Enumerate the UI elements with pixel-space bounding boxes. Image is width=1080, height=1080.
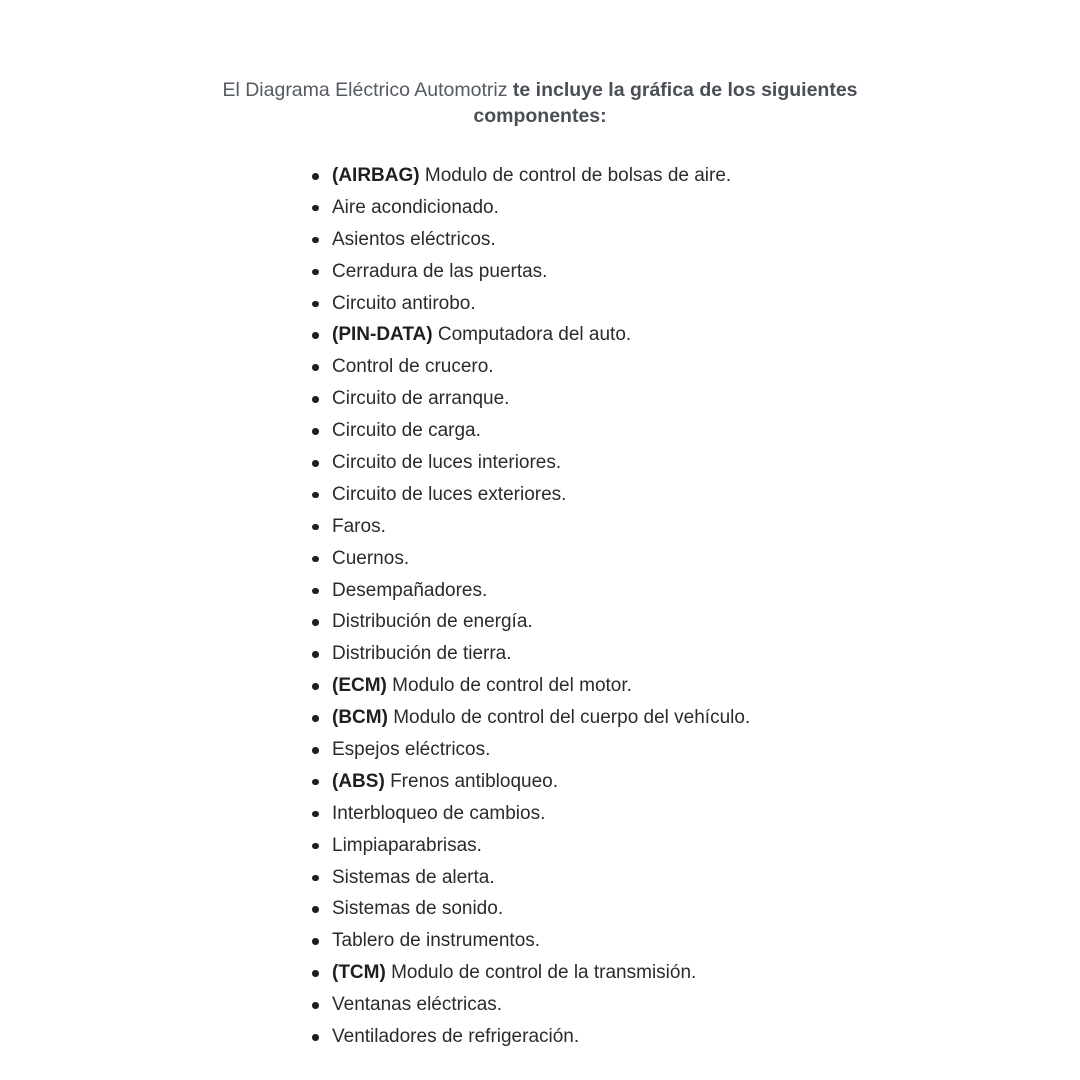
list-item: [332, 670, 750, 702]
intro-bold-text: te incluye la gráfica de los siguientes: [512, 79, 858, 101]
list-item: [332, 192, 750, 224]
list-item: [332, 798, 750, 830]
list-item: [332, 925, 750, 957]
list-item: [332, 606, 750, 638]
component-text: Circuito de luces exteriores.: [332, 483, 567, 505]
list-item: [332, 766, 750, 798]
component-text: Control de crucero.: [332, 356, 494, 378]
component-text: Tablero de instrumentos.: [332, 930, 541, 952]
list-item: [332, 702, 750, 734]
list-item: [332, 288, 750, 320]
list-item: [332, 224, 750, 256]
list-item: [332, 734, 750, 766]
component-code: (PIN-DATA): [332, 324, 433, 346]
component-text: Desempañadores.: [332, 579, 488, 601]
list-item: [332, 575, 750, 607]
list-item: [332, 638, 750, 670]
component-text: Cerradura de las puertas.: [332, 260, 548, 282]
component-text: Cuernos.: [332, 547, 410, 569]
component-code: (ECM): [332, 675, 387, 697]
component-code: (AIRBAG): [332, 165, 420, 186]
component-text: Espejos eléctricos.: [332, 739, 491, 761]
list-item: [332, 479, 750, 511]
component-text: Circuito de arranque.: [332, 388, 510, 410]
list-item: [332, 1021, 750, 1053]
list-item: [332, 160, 750, 192]
intro-paragraph: [0, 77, 1080, 129]
component-text: Ventiladores de refrigeración.: [332, 1026, 580, 1048]
list-item: [332, 256, 750, 288]
list-item: [332, 543, 750, 575]
component-text: Circuito de carga.: [332, 420, 481, 442]
intro-normal-text: El Diagrama Eléctrico Automotriz: [222, 79, 508, 101]
component-text: Aire acondicionado.: [332, 196, 499, 218]
list-item: [332, 830, 750, 862]
intro-bold-text-line-2: componentes:: [473, 105, 607, 127]
component-text: Faros.: [332, 515, 386, 537]
component-text: Modulo de control de la transmisión.: [391, 962, 697, 984]
list-item: [332, 383, 750, 415]
component-code: (BCM): [332, 707, 388, 729]
component-text: Interbloqueo de cambios.: [332, 802, 546, 824]
component-text: Modulo de control del motor.: [392, 675, 632, 697]
component-text: Limpiaparabrisas.: [332, 834, 482, 856]
component-text: Modulo de control de bolsas de aire.: [424, 165, 732, 186]
component-text: Distribución de tierra.: [332, 643, 512, 665]
component-text: Circuito antirobo.: [332, 292, 476, 314]
list-item: [332, 351, 750, 383]
component-text: Asientos eléctricos.: [332, 228, 496, 250]
component-code: (ABS): [332, 770, 385, 792]
list-item: [332, 862, 750, 894]
list-item: [332, 319, 750, 351]
list-item: [332, 447, 750, 479]
components-list: [332, 160, 750, 1053]
list-item: [332, 893, 750, 925]
intro-line-1: [0, 77, 1080, 103]
component-text: Circuito de luces interiores.: [332, 452, 562, 474]
component-text: Sistemas de alerta.: [332, 866, 495, 888]
component-text: Computadora del auto.: [437, 324, 632, 346]
list-item: [332, 511, 750, 543]
component-text: Distribución de energía.: [332, 611, 533, 633]
component-code: (TCM): [332, 962, 386, 984]
component-text: Ventanas eléctricas.: [332, 994, 503, 1016]
list-item: [332, 989, 750, 1021]
list-item: [332, 415, 750, 447]
component-text: Frenos antibloqueo.: [390, 770, 559, 792]
component-text: Modulo de control del cuerpo del vehículo.: [393, 707, 751, 729]
list-item: [332, 957, 750, 989]
component-text: Sistemas de sonido.: [332, 898, 504, 920]
